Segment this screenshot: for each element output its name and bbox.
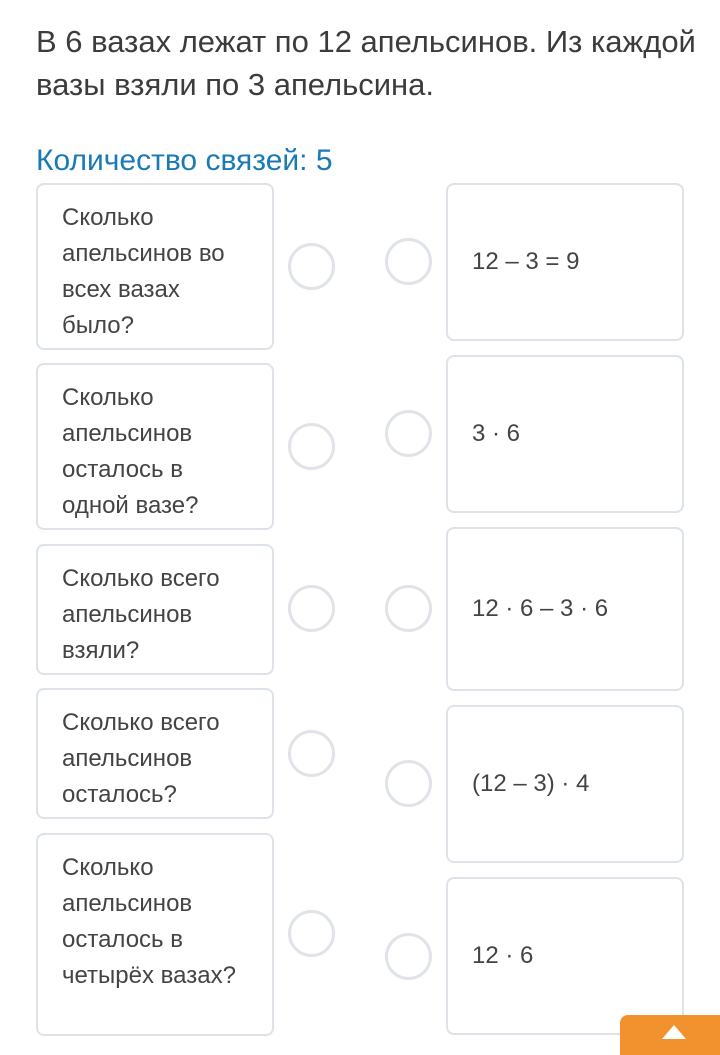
answer-card-label: 12 – 3 = 9 [472, 248, 580, 275]
answer-card-2[interactable] [446, 355, 684, 513]
question-connector-3[interactable] [288, 585, 335, 632]
question-card-label: Сколько апельсинов во всех вазах было? [62, 204, 225, 339]
answer-card-4[interactable] [446, 705, 684, 863]
question-card-2[interactable] [36, 363, 274, 530]
scroll-up-button[interactable] [620, 1015, 720, 1055]
answer-connector-3[interactable] [385, 585, 432, 632]
question-card-1[interactable] [36, 183, 274, 350]
question-card-label: Сколько всего апельсинов осталось? [62, 709, 220, 808]
question-card-4[interactable] [36, 688, 274, 819]
answer-card-label: 3 · 6 [472, 420, 521, 447]
question-connector-5[interactable] [288, 910, 335, 957]
answer-card-5[interactable] [446, 877, 684, 1035]
question-connector-2[interactable] [288, 423, 335, 470]
question-connector-1[interactable] [288, 243, 335, 290]
answer-card-label: (12 – 3) · 4 [472, 770, 590, 797]
answer-connector-2[interactable] [385, 410, 432, 457]
question-card-label: Сколько апельсинов осталось в четырёх вазах? [62, 854, 236, 989]
question-card-3[interactable] [36, 544, 274, 675]
chevron-up-icon [662, 1025, 686, 1039]
question-card-5[interactable] [36, 833, 274, 1036]
answer-connector-1[interactable] [385, 238, 432, 285]
answer-connector-5[interactable] [385, 933, 432, 980]
question-connector-4[interactable] [288, 730, 335, 777]
answer-connector-4[interactable] [385, 760, 432, 807]
answer-card-label: 12 · 6 [472, 942, 534, 969]
question-card-label: Сколько всего апельсинов взяли? [62, 565, 220, 664]
question-text: В 6 вазах лежат по 12 апельсинов. Из каждой вазы взяли по 3 апельсина. [36, 24, 696, 102]
answer-card-label: 12 · 6 – 3 · 6 [472, 595, 609, 622]
question-card-label: Сколько апельсинов осталось в одной вазе? [62, 384, 199, 519]
answer-card-3[interactable] [446, 527, 684, 691]
answer-card-1[interactable] [446, 183, 684, 341]
connections-count: Количество связей: 5 [36, 144, 333, 177]
